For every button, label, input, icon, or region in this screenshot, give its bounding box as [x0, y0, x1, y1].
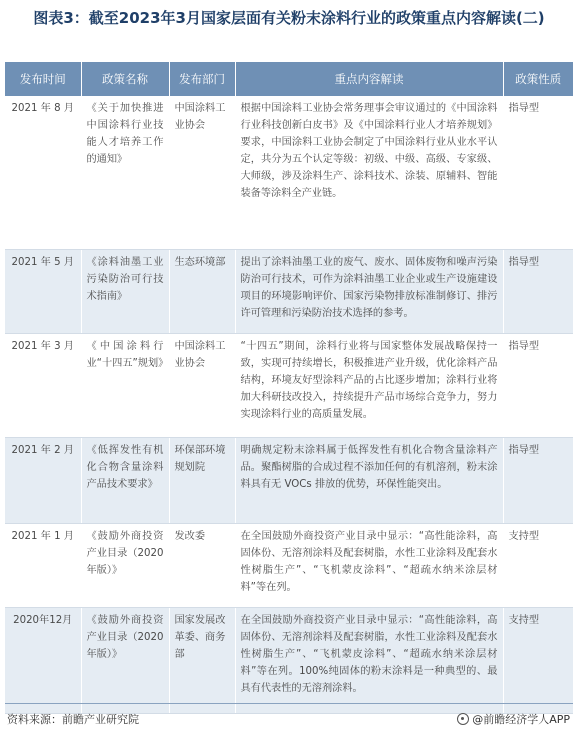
cell-policy-type: 指导型 — [503, 333, 573, 437]
page-title: 图表3：截至2023年3月国家层面有关粉末涂料行业的政策重点内容解读(二) — [33, 9, 545, 27]
cell-date: 2021 年 2 月 — [5, 437, 81, 523]
cell-date: 2021 年 8 月 — [5, 96, 81, 249]
cell-policy-name: 《低挥发性有机化合物含量涂料产品技术要求》 — [81, 437, 169, 523]
cell-key-content: 在全国鼓励外商投资产业目录中显示：“高性能涂料，高固体份、无溶剂涂料及配套树脂，水性工业涂料及配套水性树脂生产”、“飞机蒙皮涂料”、“超疏水纳米涂层材料”等在列。100%纯固体的粉末涂料是一种典型的、最具有代表性的无溶剂涂料。 — [235, 607, 503, 713]
cell-key-content: 根据中国涂料工业协会常务理事会审议通过的《中国涂料行业科技创新白皮书》及《中国涂料行业人才培养规划》要求，中国涂料工业协会制定了中国涂料行业从业水平认定，共分为五个认定等级：初级、中级、高级、专家级、大师级，涉及涂料生产、涂料技术、涂装、原辅料、智能装备等涂料全产业链。 — [235, 96, 503, 249]
cell-date: 2021 年 5 月 — [5, 249, 81, 333]
header-department: 发布部门 — [169, 62, 235, 96]
table-row — [5, 523, 573, 607]
policy-table — [5, 62, 573, 714]
table-row — [5, 249, 573, 333]
header-key-content: 重点内容解读 — [235, 62, 503, 96]
cell-policy-name: 《鼓励外商投资产业目录（2020 年版）》 — [81, 607, 169, 713]
cell-policy-type: 支持型 — [503, 607, 573, 713]
circle-logo-icon — [457, 713, 469, 725]
brand-label: @前瞻经济学人APP — [472, 713, 570, 726]
header-policy-type: 政策性质 — [503, 62, 573, 96]
cell-department: 中国涂料工业协会 — [169, 333, 235, 437]
cell-policy-name: 《中国涂料行业“十四五”规划》 — [81, 333, 169, 437]
table-header-row — [5, 62, 573, 96]
cell-department: 国家发展改革委、商务部 — [169, 607, 235, 713]
table-row — [5, 437, 573, 523]
cell-key-content: “十四五”期间，涂料行业将与国家整体发展战略保持一致，实现可持续增长，积极推进产业升级，优化涂料产品结构，环境友好型涂料产品的占比逐步增加；涂料行业将加大科研技改投入，持续提升产品市场综合竞争力，努力实现涂料行业的高质量发展。 — [235, 333, 503, 437]
cell-key-content: 明确规定粉末涂料属于低挥发性有机化合物含量涂料产品。聚酯树脂的合成过程不添加任何的有机溶剂，粉末涂料具有无 VOCs 排放的优势，环保性能突出。 — [235, 437, 503, 523]
cell-department: 环保部环境规划院 — [169, 437, 235, 523]
table-row — [5, 96, 573, 249]
cell-date: 2021 年 1 月 — [5, 523, 81, 607]
header-date: 发布时间 — [5, 62, 81, 96]
cell-date: 2021 年 3 月 — [5, 333, 81, 437]
cell-key-content: 在全国鼓励外商投资产业目录中显示：“高性能涂料，高固体份、无溶剂涂料及配套树脂，水性工业涂料及配套水性树脂生产”、“飞机蒙皮涂料”、“超疏水纳米涂层材料”等在列。 — [235, 523, 503, 607]
cell-department: 生态环境部 — [169, 249, 235, 333]
cell-policy-type: 指导型 — [503, 96, 573, 249]
table-row — [5, 607, 573, 713]
cell-date: 2020年12月 — [5, 607, 81, 713]
header-policy-name: 政策名称 — [81, 62, 169, 96]
cell-key-content: 提出了涂料油墨工业的废气、废水、固体废物和噪声污染防治可行技术，可作为涂料油墨工业企业或生产设施建设项目的环境影响评价、国家污染物排放标准制修订、排污许可管理和污染防治技术选择的参考。 — [235, 249, 503, 333]
cell-policy-name: 《涂料油墨工业污染防治可行技术指南》 — [81, 249, 169, 333]
cell-policy-type: 支持型 — [503, 523, 573, 607]
cell-department: 发改委 — [169, 523, 235, 607]
source-note: 资料来源：前瞻产业研究院 — [7, 713, 139, 726]
footer-divider — [5, 703, 573, 704]
cell-department: 中国涂料工业协会 — [169, 96, 235, 249]
brand-credit — [457, 711, 570, 727]
cell-policy-type: 指导型 — [503, 249, 573, 333]
cell-policy-type: 指导型 — [503, 437, 573, 523]
cell-policy-name: 《关于加快推进中国涂料行业技能人才培养工作的通知》 — [81, 96, 169, 249]
table-row — [5, 333, 573, 437]
cell-policy-name: 《鼓励外商投资产业目录（2020 年版）》 — [81, 523, 169, 607]
